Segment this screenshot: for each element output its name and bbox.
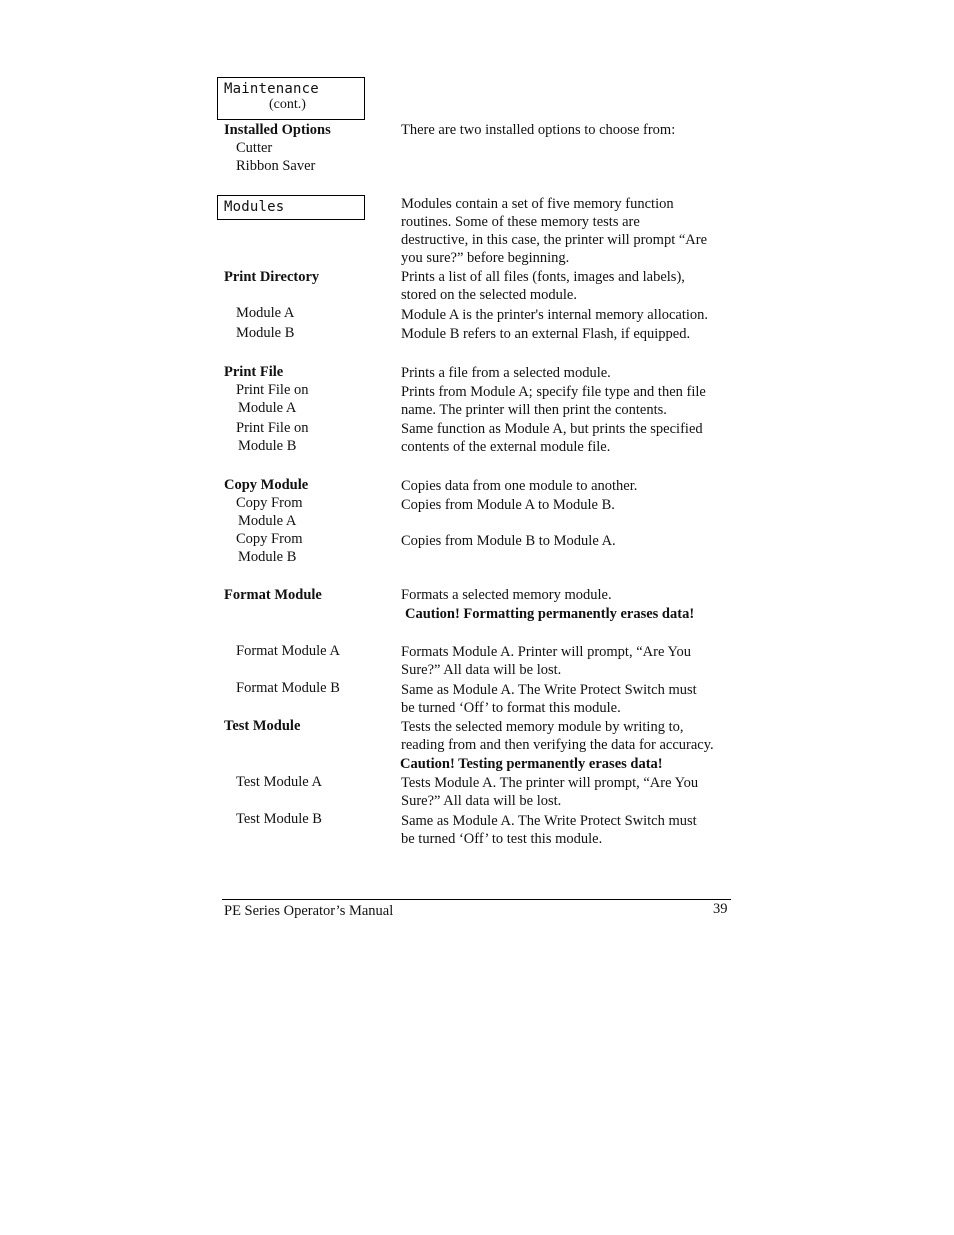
copy-from-a-desc: Copies from Module A to Module B. xyxy=(401,497,615,513)
copy-from-b-line-1: Copy From xyxy=(236,531,303,547)
format-module-a-desc-line-2: Sure?” All data will be lost. xyxy=(401,662,562,678)
print-directory-module-b: Module B xyxy=(236,325,295,341)
test-module-desc-line-2: reading from and then verifying the data for accuracy. xyxy=(401,737,714,753)
test-module-b-desc-line-1: Same as Module A. The Write Protect Switch must xyxy=(401,813,697,829)
modules-desc-line-4: you sure?” before beginning. xyxy=(401,250,570,266)
copy-from-a-line-1: Copy From xyxy=(236,495,303,511)
print-file-heading: Print File xyxy=(224,364,284,380)
maintenance-menu-box xyxy=(217,77,365,120)
print-directory-desc-line-1: Prints a list of all files (fonts, images and labels), xyxy=(401,269,685,285)
maintenance-subtitle: (cont.) xyxy=(269,97,306,112)
format-module-b-desc-line-2: be turned ‘Off’ to format this module. xyxy=(401,700,621,716)
test-module-a-desc-line-1: Tests Module A. The printer will prompt, “Are You xyxy=(401,775,699,791)
test-module-heading: Test Module xyxy=(224,718,301,734)
format-module-b: Format Module B xyxy=(236,680,340,696)
print-file-a-desc-line-1: Prints from Module A; specify file type and then file xyxy=(401,384,706,400)
format-module-a-desc-line-1: Formats Module A. Printer will prompt, “Are You xyxy=(401,644,691,660)
print-file-a-line-1: Print File on xyxy=(236,382,309,398)
copy-from-a-line-2: Module A xyxy=(238,513,297,529)
copy-from-b-line-2: Module B xyxy=(238,549,297,565)
print-file-b-line-2: Module B xyxy=(238,438,297,454)
print-file-b-desc-line-2: contents of the external module file. xyxy=(401,439,611,455)
print-file-a-desc-line-2: name. The printer will then print the contents. xyxy=(401,402,667,418)
format-module-caution: Caution! Formatting permanently erases data! xyxy=(405,606,695,622)
test-module-b: Test Module B xyxy=(236,811,322,827)
maintenance-title: Maintenance xyxy=(224,81,319,97)
modules-title: Modules xyxy=(224,199,285,215)
installed-options-heading: Installed Options xyxy=(224,122,331,138)
print-directory-module-a: Module A xyxy=(236,305,295,321)
copy-module-desc: Copies data from one module to another. xyxy=(401,478,638,494)
installed-options-desc: There are two installed options to choose from: xyxy=(401,122,676,138)
modules-desc-line-1: Modules contain a set of five memory function xyxy=(401,196,674,212)
test-module-a: Test Module A xyxy=(236,774,322,790)
footer-page-number: 39 xyxy=(713,901,728,917)
format-module-desc: Formats a selected memory module. xyxy=(401,587,612,603)
test-module-a-desc-line-2: Sure?” All data will be lost. xyxy=(401,793,562,809)
format-module-b-desc-line-1: Same as Module A. The Write Protect Switch must xyxy=(401,682,697,698)
modules-desc-line-2: routines. Some of these memory tests are xyxy=(401,214,640,230)
print-directory-module-a-desc: Module A is the printer's internal memory allocation. xyxy=(401,307,709,323)
print-file-a-line-2: Module A xyxy=(238,400,297,416)
print-directory-heading: Print Directory xyxy=(224,269,320,285)
print-file-desc: Prints a file from a selected module. xyxy=(401,365,611,381)
footer-manual-title: PE Series Operator’s Manual xyxy=(224,903,394,919)
print-file-b-line-1: Print File on xyxy=(236,420,309,436)
format-module-heading: Format Module xyxy=(224,587,322,603)
test-module-b-desc-line-2: be turned ‘Off’ to test this module. xyxy=(401,831,603,847)
format-module-a: Format Module A xyxy=(236,643,340,659)
modules-desc-line-3: destructive, in this case, the printer will prompt “Are xyxy=(401,232,708,248)
test-module-caution: Caution! Testing permanently erases data! xyxy=(400,756,663,772)
installed-option-cutter: Cutter xyxy=(236,140,273,156)
installed-option-ribbon-saver: Ribbon Saver xyxy=(236,158,316,174)
print-directory-module-b-desc: Module B refers to an external Flash, if equipped. xyxy=(401,326,691,342)
test-module-desc-line-1: Tests the selected memory module by writing to, xyxy=(401,719,684,735)
copy-from-b-desc: Copies from Module B to Module A. xyxy=(401,533,616,549)
print-file-b-desc-line-1: Same function as Module A, but prints the specified xyxy=(401,421,703,437)
modules-menu-box xyxy=(217,195,365,220)
copy-module-heading: Copy Module xyxy=(224,477,309,493)
footer-rule xyxy=(222,899,731,900)
print-directory-desc-line-2: stored on the selected module. xyxy=(401,287,577,303)
